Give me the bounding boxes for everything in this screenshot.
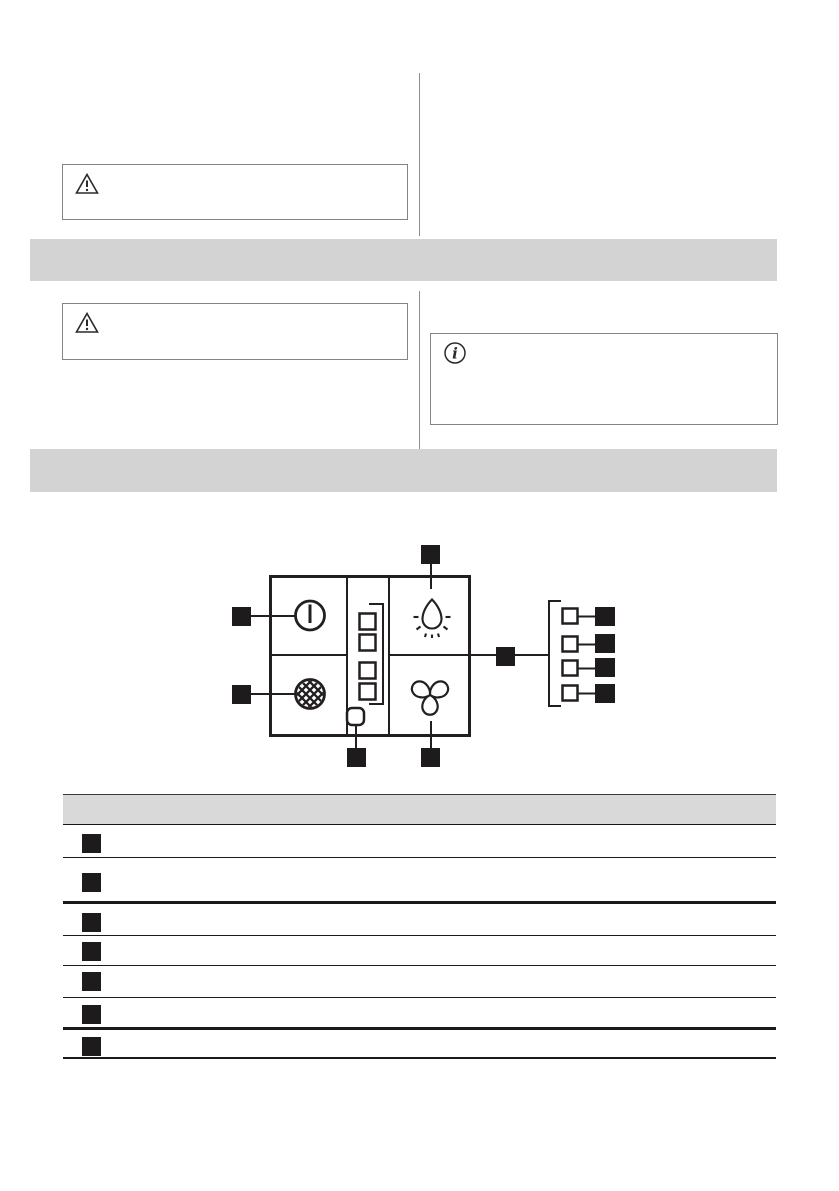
section-title [30,239,777,251]
callout-badge [595,634,615,653]
table-row [63,858,776,904]
row-number-badge [82,972,101,991]
table-row [63,1030,776,1059]
section-header-bar [30,449,777,492]
callout-badge [595,607,615,626]
light-icon [414,600,451,639]
callout-badge [347,748,366,767]
table-row [63,998,776,1030]
function-table [63,794,776,1059]
detail-square [563,637,578,652]
fan-icon [409,678,451,714]
info-icon [443,342,469,366]
detail-square [563,609,578,624]
callout-badge [232,685,251,704]
row-number-badge [82,913,101,932]
callout-badge [421,748,440,767]
callout-badge [595,658,615,677]
row-number-badge [82,1005,101,1024]
led-indicator [360,614,376,630]
row-number-badge [82,834,101,853]
section-header-bar [30,239,777,281]
table-row [63,936,776,966]
row-number-badge [82,942,101,961]
row-number-badge [82,873,101,892]
led-indicator [360,635,376,651]
detail-square [563,686,578,701]
detail-bracket [549,601,561,706]
table-row [63,825,776,858]
warning-box [62,303,408,360]
led-indicator [360,684,376,700]
power-icon [296,601,325,630]
table-row [63,966,776,998]
callout-badge [232,607,251,626]
callout-badge [421,545,440,564]
control-panel-diagram [220,538,630,773]
warning-box [62,164,408,220]
svg-text:i: i [452,344,458,363]
row-number-badge [82,1037,101,1056]
table-header [63,794,776,825]
column-divider [419,73,420,236]
callout-badge [595,684,615,703]
warning-triangle-icon [75,312,99,334]
filter-icon [295,667,325,721]
column-divider [419,291,420,449]
led-indicators [360,614,376,700]
sensor-button [347,708,364,725]
table-row [63,904,776,936]
section-title [30,449,777,461]
detail-square [563,661,578,676]
warning-triangle-icon [75,173,99,195]
led-indicator [360,663,376,679]
info-box [430,333,778,425]
table-header-text [63,795,776,807]
callout-badge [496,647,515,666]
